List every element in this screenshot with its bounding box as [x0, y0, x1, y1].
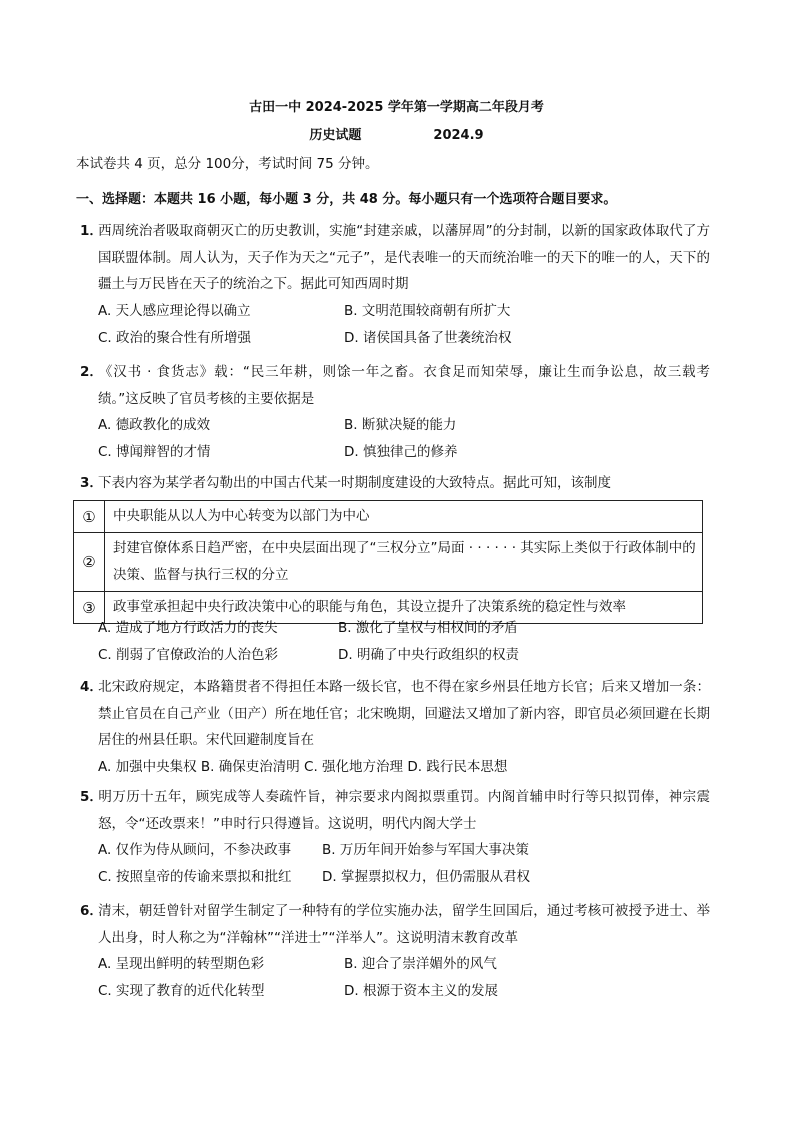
question-number: 3． [80, 475, 103, 491]
option-b[interactable]: B. 激化了皇权与相权间的矛盾 [338, 620, 518, 636]
option-a[interactable]: A. 呈现出鲜明的转型期色彩 [98, 956, 265, 972]
option-d[interactable]: D. 践行民本思想 [407, 758, 508, 775]
options-row [80, 298, 710, 325]
question-stem: 下表内容为某学者勾勒出的中国古代某一时期制度建设的大致特点。据此可知，该制度 [98, 475, 611, 491]
option-d[interactable]: D. 明确了中央行政组织的权责 [338, 647, 519, 663]
question-stem: 北宋政府规定，本路籍贯者不得担任本路一级长官，也不得在家乡州县任地方长官；后来又增加一条：禁止官员在自己产业（田产）所在地任官；北宋晚期，回避法又增加了新内容，即官员必须回避在长期居住的州县任职。宋代回避制度旨在 [98, 679, 710, 748]
question-5 [80, 784, 710, 891]
exam-date: 2024.9 [433, 128, 484, 143]
option-d[interactable]: D. 根源于资本主义的发展 [344, 983, 498, 999]
question-number: 1． [80, 223, 103, 239]
option-b[interactable]: B. 确保吏治清明 [200, 758, 300, 775]
option-b[interactable]: B. 万历年间开始参与军国大事决策 [322, 842, 529, 858]
question-number: 6． [80, 903, 103, 919]
option-c[interactable]: C. 政治的聚合性有所增强 [98, 329, 252, 346]
table-row [74, 501, 703, 533]
options-row [80, 325, 710, 352]
question-3-options [80, 615, 710, 669]
row-mark: ① [74, 501, 105, 533]
question-stem: 清末，朝廷曾针对留学生制定了一种特有的学位实施办法，留学生回国后，通过考核可被授予进士、举人出身，时人称之为“洋翰林”“洋进士”“洋举人”。这说明清末教育改革 [98, 903, 710, 946]
option-a[interactable]: A. 造成了地方行政活力的丧失 [98, 620, 278, 636]
institution-table [73, 500, 703, 624]
option-a[interactable]: A. 德政教化的成效 [98, 417, 211, 433]
question-stem: 《汉书 · 食货志》载：“民三年耕，则馀一年之畜。衣食足而知荣辱，廉让生而争讼息，故三载考绩。”这反映了官员考核的主要依据是 [98, 364, 710, 407]
option-c[interactable]: C. 实现了教育的近代化转型 [98, 983, 265, 999]
option-b[interactable]: B. 断狱决疑的能力 [344, 417, 457, 433]
question-4 [80, 674, 710, 780]
option-a[interactable]: A. 加强中央集权 [98, 758, 197, 775]
option-c[interactable]: C. 强化地方治理 [304, 758, 404, 775]
option-c[interactable]: C. 削弱了官僚政治的人治色彩 [98, 647, 279, 663]
row-mark: ③ [74, 592, 105, 624]
exam-intro: 本试卷共 4 页，总分 100分，考试时间 75 分钟。 [76, 156, 379, 172]
option-c[interactable]: C. 博闻辩智的才情 [98, 444, 211, 460]
section-heading: 一、选择题：本题共 16 小题，每小题 3 分，共 48 分。每小题只有一个选项符合题目要求。 [76, 192, 617, 207]
row-text: 政事堂承担起中央行政决策中心的职能与角色，其设立提升了决策系统的稳定性与效率 [105, 592, 703, 624]
options-row [80, 864, 710, 891]
option-b[interactable]: B. 迎合了崇洋媚外的风气 [344, 956, 497, 972]
options-row [80, 754, 710, 781]
row-text: 中央职能从以人为中心转变为以部门为中心 [105, 501, 703, 533]
options-row [80, 412, 710, 439]
option-a[interactable]: A. 天人感应理论得以确立 [98, 302, 251, 319]
option-a[interactable]: A. 仅作为侍从顾问，不参决政事 [98, 842, 292, 858]
question-3 [80, 470, 710, 497]
table-row [74, 533, 703, 592]
exam-title: 古田一中 2024-2025 学年第一学期高二年段月考 [249, 100, 544, 115]
option-c[interactable]: C. 按照皇帝的传谕来票拟和批红 [98, 869, 292, 885]
options-row [80, 951, 710, 978]
question-6 [80, 898, 710, 1005]
options-row [80, 642, 710, 669]
options-row [80, 615, 710, 642]
exam-subtitle [0, 124, 793, 143]
option-d[interactable]: D. 掌握票拟权力，但仍需服从君权 [322, 869, 530, 885]
subject-label: 历史试题 [309, 128, 362, 143]
option-b[interactable]: B. 文明范围较商朝有所扩大 [344, 302, 511, 319]
question-stem: 明万历十五年，顾宪成等人奏疏忤旨，神宗要求内阁拟票重罚。内阁首辅申时行等只拟罚俸，神宗震怒，令“还改票来！”申时行只得遵旨。这说明，明代内阁大学士 [98, 789, 710, 832]
question-number: 2． [80, 364, 103, 380]
question-number: 4． [80, 679, 103, 695]
row-text: 封建官僚体系日趋严密，在中央层面出现了“三权分立”局面 · · · · · · 其实际上类似于行政体制中的决策、监督与执行三权的分立 [105, 533, 703, 592]
options-row [80, 439, 710, 466]
question-2 [80, 359, 710, 466]
row-mark: ② [74, 533, 105, 592]
question-number: 5． [80, 789, 103, 805]
option-d[interactable]: D. 慎独律己的修养 [344, 444, 458, 460]
question-1 [80, 218, 710, 352]
question-stem: 西周统治者吸取商朝灭亡的历史教训，实施“封建亲戚，以藩屏周”的分封制，以新的国家政体取代了方国联盟体制。周人认为，天子作为天之“元子”，是代表唯一的天而统治唯一的天下的唯一的人，天下的疆土与万民皆在天子的统治之下。据此可知西周时期 [98, 223, 710, 292]
option-d[interactable]: D. 诸侯国具备了世袭统治权 [344, 329, 512, 346]
options-row [80, 837, 710, 864]
options-row [80, 978, 710, 1005]
